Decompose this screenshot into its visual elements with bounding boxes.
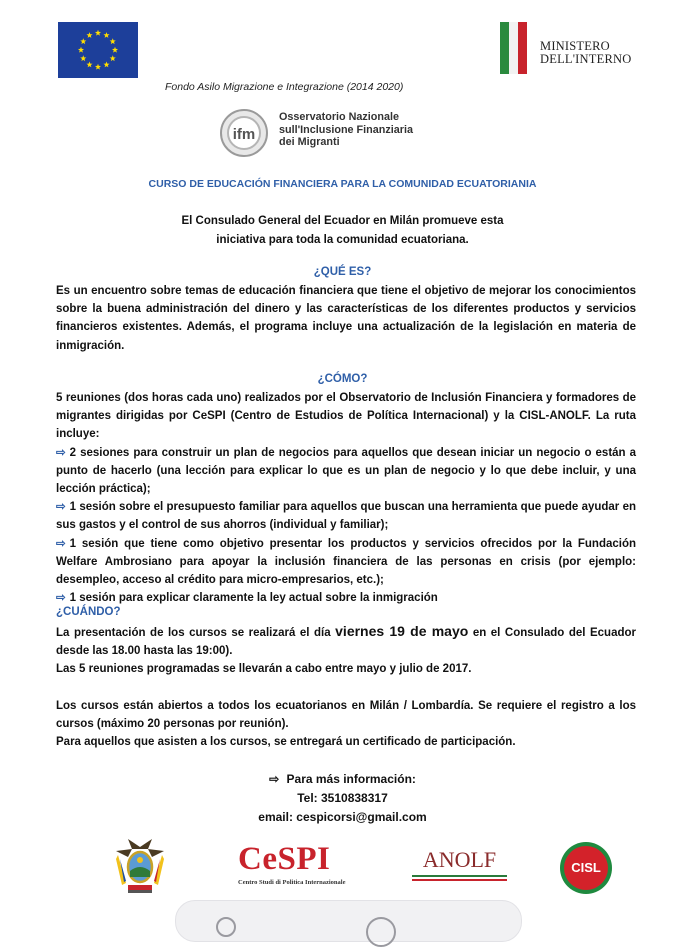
ministero-line2: DELL'INTERNO [540, 52, 632, 66]
cuando-date: viernes 19 de mayo [335, 623, 469, 639]
cuando-heading: ¿CUÁNDO? [56, 606, 121, 618]
flag-green-stripe [500, 22, 509, 74]
contact-block [0, 770, 685, 827]
anolf-logo [412, 848, 507, 894]
arrow-right-icon: ⇨ [56, 592, 66, 605]
eu-star-icon [95, 64, 101, 70]
cuando-paragraph-1 [56, 622, 636, 660]
svg-text:ifm: ifm [232, 126, 256, 143]
ministero-line1: MINISTERO [540, 39, 610, 53]
arrow-right-icon: ⇨ [56, 537, 66, 550]
como-item [56, 498, 636, 534]
como-section [56, 389, 636, 607]
contact-tel[interactable]: Tel: 3510838317 [297, 791, 388, 805]
arrow-right-icon: ⇨ [56, 446, 66, 459]
eu-star-icon [103, 62, 109, 68]
flag-red-stripe [518, 22, 527, 74]
ecuador-coat-of-arms-icon [108, 833, 172, 897]
eu-star-icon [112, 47, 118, 53]
como-intro: 5 reuniones (dos horas cada uno) realizados por el Observatorio de Inclusión Financiera y formadores de migrantes dirigidas por CeSPI (Centro de Estudios de Política Internacional) y la CISL-ANOLF. La ruta incluye: [56, 392, 636, 441]
cuando-section [56, 622, 636, 751]
como-item-text: 2 sesiones para construir un plan de negocios para aquellos que desean iniciar un negocio o están a punto de hacerlo (una lección para explicar lo que es un plan de negocio y lo que debe incluir, y una lección práctica); [56, 446, 636, 496]
cuando-paragraph-2: Las 5 reuniones programadas se llevarán a cabo entre mayo y julio de 2017. [56, 663, 472, 676]
cespi-logo [238, 842, 350, 897]
toolbar-button-left[interactable] [216, 917, 236, 937]
cuando-paragraph-3: Los cursos están abiertos a todos los ecuatorianos en Milán / Lombardía. Se requiere el registro a los cursos (máximo 20 personas por reunión). [56, 699, 636, 730]
anolf-rule-green [412, 875, 507, 877]
course-title: CURSO DE EDUCACIÓN FINANCIERA PARA LA COMUNIDAD ECUATORIANIA [148, 178, 537, 190]
eu-star-icon [110, 38, 116, 44]
observatorio-logo [215, 108, 475, 158]
eu-star-icon [78, 47, 84, 53]
como-item [56, 444, 636, 499]
como-item-text: 1 sesión que tiene como objetivo presentar los productos y servicios ofrecidos por la Fundación Welfare Ambrosiano para apoyar la inclusión financiera de las personas en crisis (por ejemplo: desempleo, acceso al crédito para micro-empresarios, etc.); [56, 537, 636, 587]
eu-star-icon [110, 55, 116, 61]
eu-star-icon [103, 32, 109, 38]
cisl-name: CISL [564, 846, 608, 890]
cespi-subtitle: Centro Studi di Politica Internazionale [238, 879, 346, 886]
observatorio-line1: Osservatorio Nazionale [279, 111, 400, 123]
anolf-name: ANOLF [422, 847, 497, 872]
bottom-toolbar [175, 900, 522, 942]
intro-line-1: El Consulado General del Ecuador en Milán promueve esta [181, 215, 504, 227]
como-item [56, 589, 636, 607]
observatorio-line2: sull'Inclusione Finanziaria [279, 123, 413, 136]
cuando-p1-after: en el Consulado del Ecuador desde las 18.00 hasta las 19:00). [56, 627, 636, 658]
eu-star-icon [95, 30, 101, 36]
eu-star-icon [80, 55, 86, 61]
intro-line-2: iniciativa para toda la comunidad ecuatoriana. [216, 234, 469, 246]
como-heading: ¿CÓMO? [317, 373, 368, 385]
eu-star-icon [80, 38, 86, 44]
observatorio-line3: dei Migranti [279, 136, 340, 148]
ministero-interno-logo [500, 22, 640, 74]
como-item-text: 1 sesión sobre el presupuesto familiar para aquellos que buscan una herramienta que puede ayudar en sus gastos y el control de sus ahorros (individual y familiar); [56, 501, 636, 532]
arrow-right-icon: ⇨ [269, 772, 280, 786]
eu-flag-logo [58, 22, 138, 78]
toolbar-button-center[interactable] [366, 917, 396, 947]
cuando-p1-before: La presentación de los cursos se realizará el día [56, 627, 331, 639]
que-es-heading: ¿QUÉ ES? [313, 266, 372, 278]
eu-star-icon [86, 62, 92, 68]
cespi-name: CeSPI [238, 841, 331, 877]
como-item-text: 1 sesión para explicar claramente la ley actual sobre la inmigración [69, 592, 438, 605]
que-es-text: Es un encuentro sobre temas de educación financiera que tiene el objetivo de mejorar los conocimientos sobre la buena administración del dinero y las características de los diferentes productos y servicios financieros existentes. Además, el programa incluye una actualización de la legislación en materia de inmigración. [56, 285, 636, 352]
ifm-mark-icon [215, 108, 273, 158]
contact-label: Para más información: [286, 772, 416, 786]
arrow-right-icon: ⇨ [56, 501, 66, 514]
ecuador-crest-logo [108, 833, 172, 897]
anolf-rule-red [412, 879, 507, 881]
flag-white-stripe [509, 22, 518, 74]
fund-line: Fondo Asilo Migrazione e Integrazione (2014 2020) [165, 81, 404, 93]
eu-stars-icon [58, 22, 138, 78]
cisl-logo [560, 842, 612, 894]
contact-email[interactable]: email: cespicorsi@gmail.com [258, 810, 427, 824]
cuando-paragraph-4: Para aquellos que asisten a los cursos, se entregará un certificado de participación. [56, 736, 516, 749]
eu-star-icon [86, 32, 92, 38]
como-item [56, 535, 636, 590]
